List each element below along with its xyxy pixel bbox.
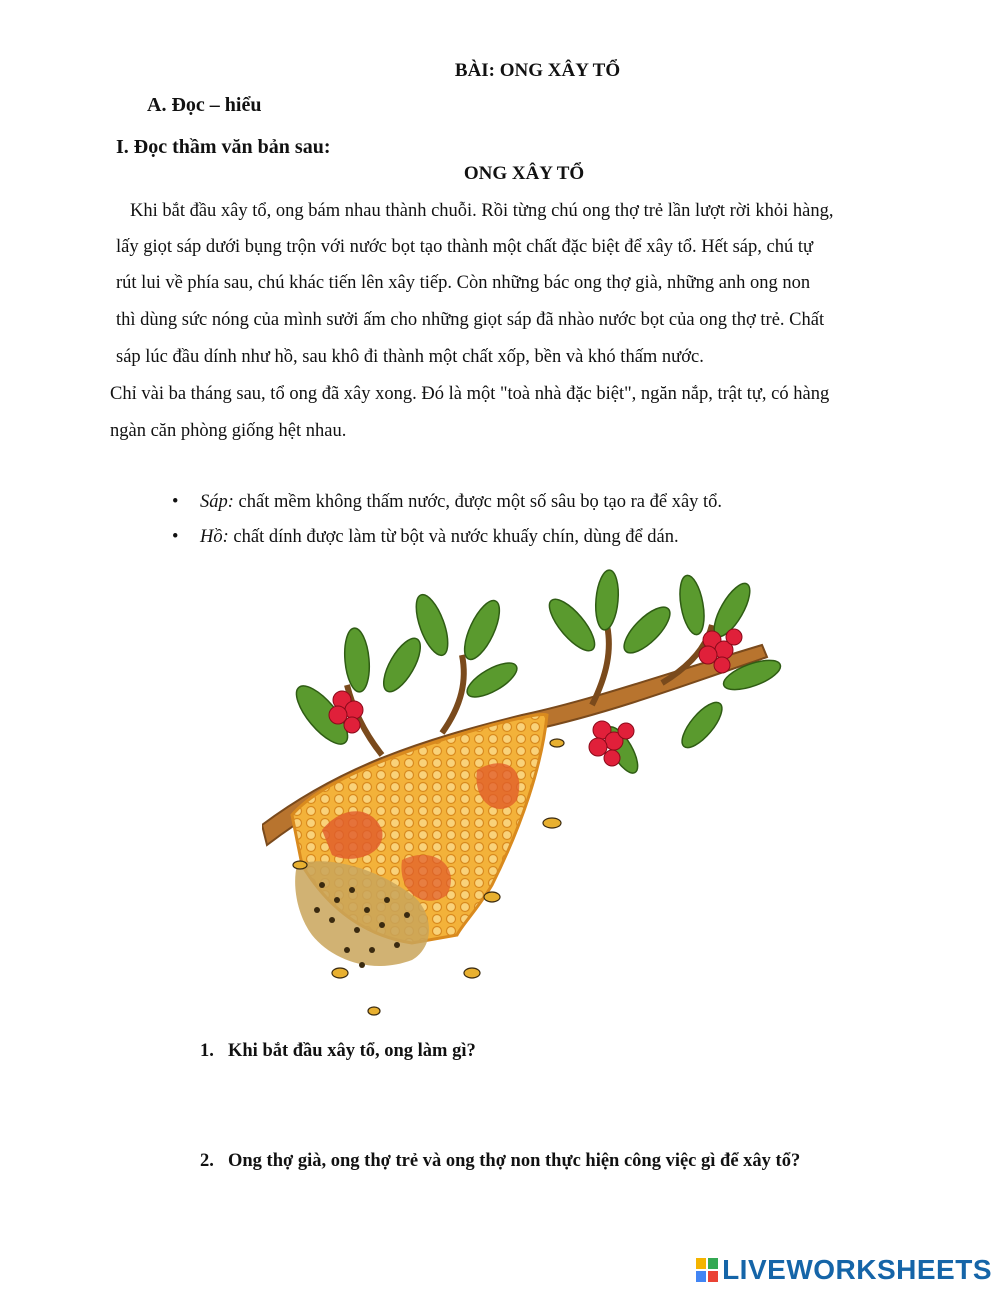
page-title: BÀI: ONG XÂY TỔ — [454, 60, 621, 81]
question-1 — [200, 1041, 476, 1062]
liveworksheets-logo[interactable] — [696, 1254, 992, 1286]
paragraph-2-line-2: ngàn căn phòng giống hệt nhau. — [110, 421, 347, 441]
glossary-definition: chất mềm không thấm nước, được một số sâu bọ tạo ra để xây tổ. — [233, 492, 723, 512]
glossary-item-ho — [172, 527, 679, 548]
bullet-icon: • — [172, 492, 179, 512]
paragraph-1-line-1: Khi bắt đầu xây tổ, ong bám nhau thành chuỗi. Rồi từng chú ong thợ trẻ lần lượt rời khỏi hàng, — [130, 201, 834, 221]
question-2 — [200, 1151, 800, 1172]
liveworksheets-logo-icon — [696, 1258, 718, 1282]
section-i-heading: I. Đọc thầm văn bản sau: — [116, 136, 331, 158]
story-title: ONG XÂY TỔ — [463, 163, 585, 184]
paragraph-1-line-3: rút lui về phía sau, chú khác tiến lên xây tiếp. Còn những bác ong thợ già, những anh ong non — [116, 273, 811, 293]
paragraph-1-line-2: lấy giọt sáp dưới bụng trộn với nước bọt tạo thành một chất đặc biệt để xây tổ. Hết sáp, chú tự — [116, 237, 814, 257]
honeycomb-illustration — [262, 565, 782, 1025]
glossary-definition: chất dính được làm từ bột và nước khuấy chín, dùng để dán. — [228, 527, 679, 547]
glossary-term: Hồ: — [200, 527, 229, 547]
glossary-term: Sáp: — [200, 492, 234, 512]
glossary-item-sap — [172, 492, 723, 513]
question-number: 1. — [200, 1041, 214, 1061]
liveworksheets-logo-text: LIVEWORKSHEETS — [722, 1254, 992, 1285]
question-number: 2. — [200, 1151, 214, 1171]
question-text: Ong thợ già, ong thợ trẻ và ong thợ non thực hiện công việc gì để xây tổ? — [228, 1151, 801, 1171]
paragraph-2-line-1: Chỉ vài ba tháng sau, tổ ong đã xây xong. Đó là một "toà nhà đặc biệt", ngăn nắp, trật tự, có hàng — [110, 384, 830, 404]
question-text: Khi bắt đầu xây tổ, ong làm gì? — [228, 1041, 476, 1061]
paragraph-1-line-5: sáp lúc đầu dính như hồ, sau khô đi thành một chất xốp, bền và khó thấm nước. — [116, 347, 704, 367]
bullet-icon: • — [172, 527, 179, 547]
paragraph-1-line-4: thì dùng sức nóng của mình sưởi ấm cho những giọt sáp đã nhào nước bọt của ong thợ trẻ. Chất — [116, 310, 825, 330]
section-a-heading: A. Đọc – hiểu — [147, 94, 262, 116]
